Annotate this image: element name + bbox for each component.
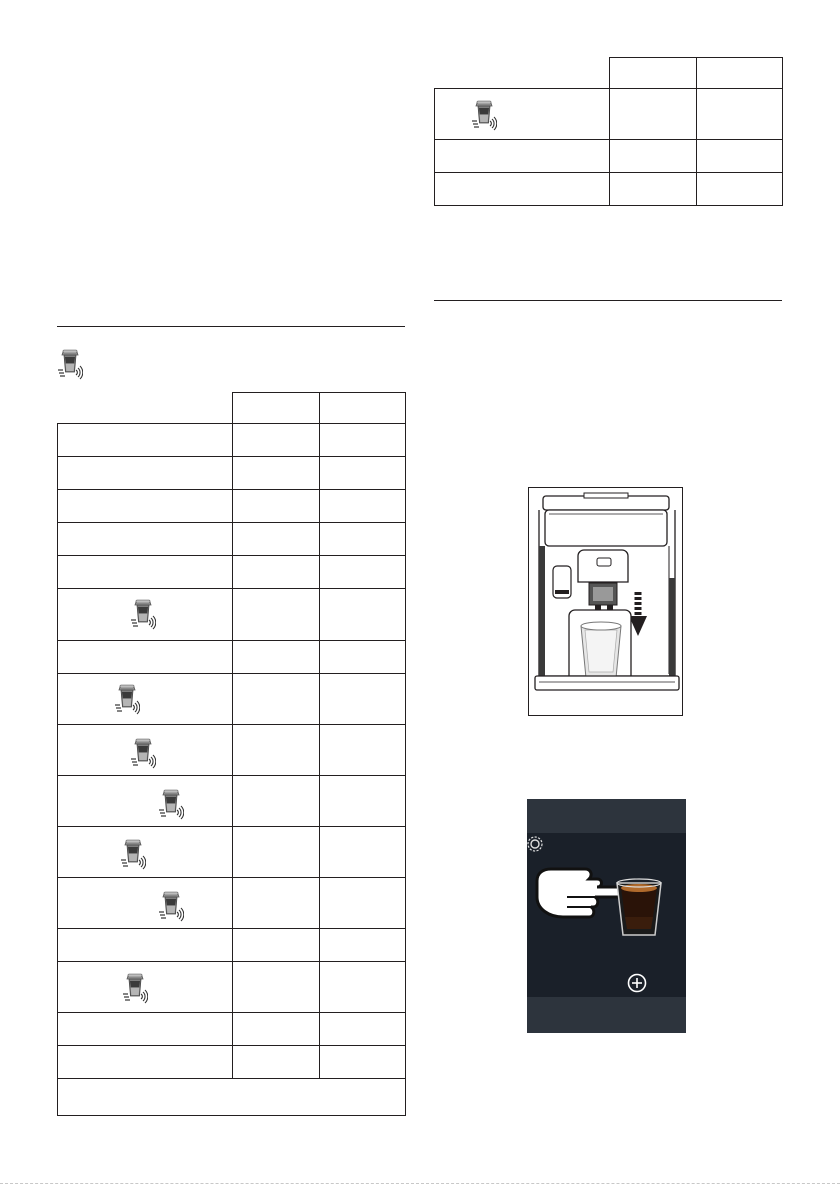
table-row <box>58 776 406 827</box>
header-cell <box>233 393 320 424</box>
page-bottom-edge <box>0 1183 840 1184</box>
section-divider-left <box>57 326 405 327</box>
table-cell <box>233 641 320 674</box>
table-cell <box>233 962 320 1013</box>
table-cell <box>320 776 406 827</box>
table-header-row <box>58 393 406 424</box>
table-cell <box>58 725 233 776</box>
table-row <box>435 140 783 173</box>
travel-mug-icon <box>57 348 83 382</box>
table-cell <box>697 89 783 140</box>
table-cell <box>233 1013 320 1046</box>
table-row <box>58 725 406 776</box>
table-cell <box>58 878 233 929</box>
table-cell <box>58 929 233 962</box>
table-cell <box>58 827 233 878</box>
header-cell <box>58 393 233 424</box>
table-row <box>435 173 783 206</box>
header-cell <box>320 393 406 424</box>
table-cell <box>233 674 320 725</box>
table-cell <box>435 173 610 206</box>
table-cell <box>320 523 406 556</box>
table-row <box>58 929 406 962</box>
table-cell <box>320 589 406 641</box>
travel-mug-icon <box>130 737 156 771</box>
table-cell <box>233 1046 320 1079</box>
table-cell <box>320 1046 406 1079</box>
table-cell <box>233 556 320 589</box>
table-header-row <box>435 58 783 89</box>
table-row <box>58 1013 406 1046</box>
table-row <box>58 490 406 523</box>
table-cell <box>58 589 233 641</box>
table-cell <box>320 424 406 457</box>
table-cell <box>58 556 233 589</box>
header-cell <box>697 58 783 89</box>
coffee-machine-figure <box>528 487 683 716</box>
table-row <box>58 641 406 674</box>
screen-top-bar <box>527 799 686 833</box>
table-cell <box>320 929 406 962</box>
table-cell <box>435 89 610 140</box>
table-cell <box>233 490 320 523</box>
table-cell <box>320 641 406 674</box>
coffee-machine-dispensing-illustration <box>529 488 684 717</box>
beverage-table-right <box>434 57 783 206</box>
table-cell <box>610 140 697 173</box>
table-row <box>58 523 406 556</box>
table-row <box>58 1046 406 1079</box>
table-row <box>58 457 406 490</box>
travel-mug-icon <box>114 683 140 717</box>
table-cell <box>233 589 320 641</box>
table-cell <box>58 641 233 674</box>
table-cell <box>610 89 697 140</box>
table-cell <box>58 457 233 490</box>
table-cell <box>320 878 406 929</box>
table-cell <box>58 424 233 457</box>
table-row <box>58 589 406 641</box>
table-cell <box>58 1013 233 1046</box>
table-cell <box>233 457 320 490</box>
table-cell <box>320 674 406 725</box>
screen-bottom-bar <box>527 997 686 1033</box>
table-row <box>58 424 406 457</box>
table-row <box>58 674 406 725</box>
table-row <box>58 556 406 589</box>
table-cell <box>58 1046 233 1079</box>
header-cell <box>435 58 610 89</box>
table-footer-note <box>58 1079 406 1116</box>
table-cell <box>320 962 406 1013</box>
table-cell <box>233 827 320 878</box>
table-row <box>58 962 406 1013</box>
travel-mug-icon <box>120 838 146 872</box>
table-cell <box>58 523 233 556</box>
table-cell <box>233 776 320 827</box>
table-row <box>58 878 406 929</box>
table-cell <box>58 962 233 1013</box>
travel-mug-icon <box>130 598 156 632</box>
travel-mug-icon <box>122 972 148 1006</box>
table-cell <box>58 776 233 827</box>
table-cell <box>697 173 783 206</box>
header-cell <box>610 58 697 89</box>
table-cell <box>435 140 610 173</box>
touchscreen-figure <box>527 799 686 1033</box>
table-cell <box>233 929 320 962</box>
table-cell <box>58 674 233 725</box>
table-cell <box>320 1013 406 1046</box>
table-cell <box>320 725 406 776</box>
table-cell <box>320 556 406 589</box>
table-cell <box>697 140 783 173</box>
table-cell <box>320 827 406 878</box>
table-row <box>435 89 783 140</box>
espresso-glass-icon <box>613 877 665 941</box>
travel-mug-icon <box>158 788 184 822</box>
table-cell <box>233 523 320 556</box>
table-cell <box>610 173 697 206</box>
table-cell <box>58 490 233 523</box>
travel-mug-icon <box>471 99 497 133</box>
table-row <box>58 827 406 878</box>
section-divider-right <box>434 300 782 301</box>
table-cell <box>320 457 406 490</box>
table-cell <box>320 490 406 523</box>
table-cell <box>233 878 320 929</box>
plus-circle-icon[interactable] <box>627 973 647 993</box>
table-cell <box>233 424 320 457</box>
settings-gear-icon[interactable] <box>527 835 545 853</box>
beverage-table-left <box>57 392 406 1116</box>
table-footer-row <box>58 1079 406 1116</box>
travel-mug-icon <box>158 890 184 924</box>
table-cell <box>233 725 320 776</box>
